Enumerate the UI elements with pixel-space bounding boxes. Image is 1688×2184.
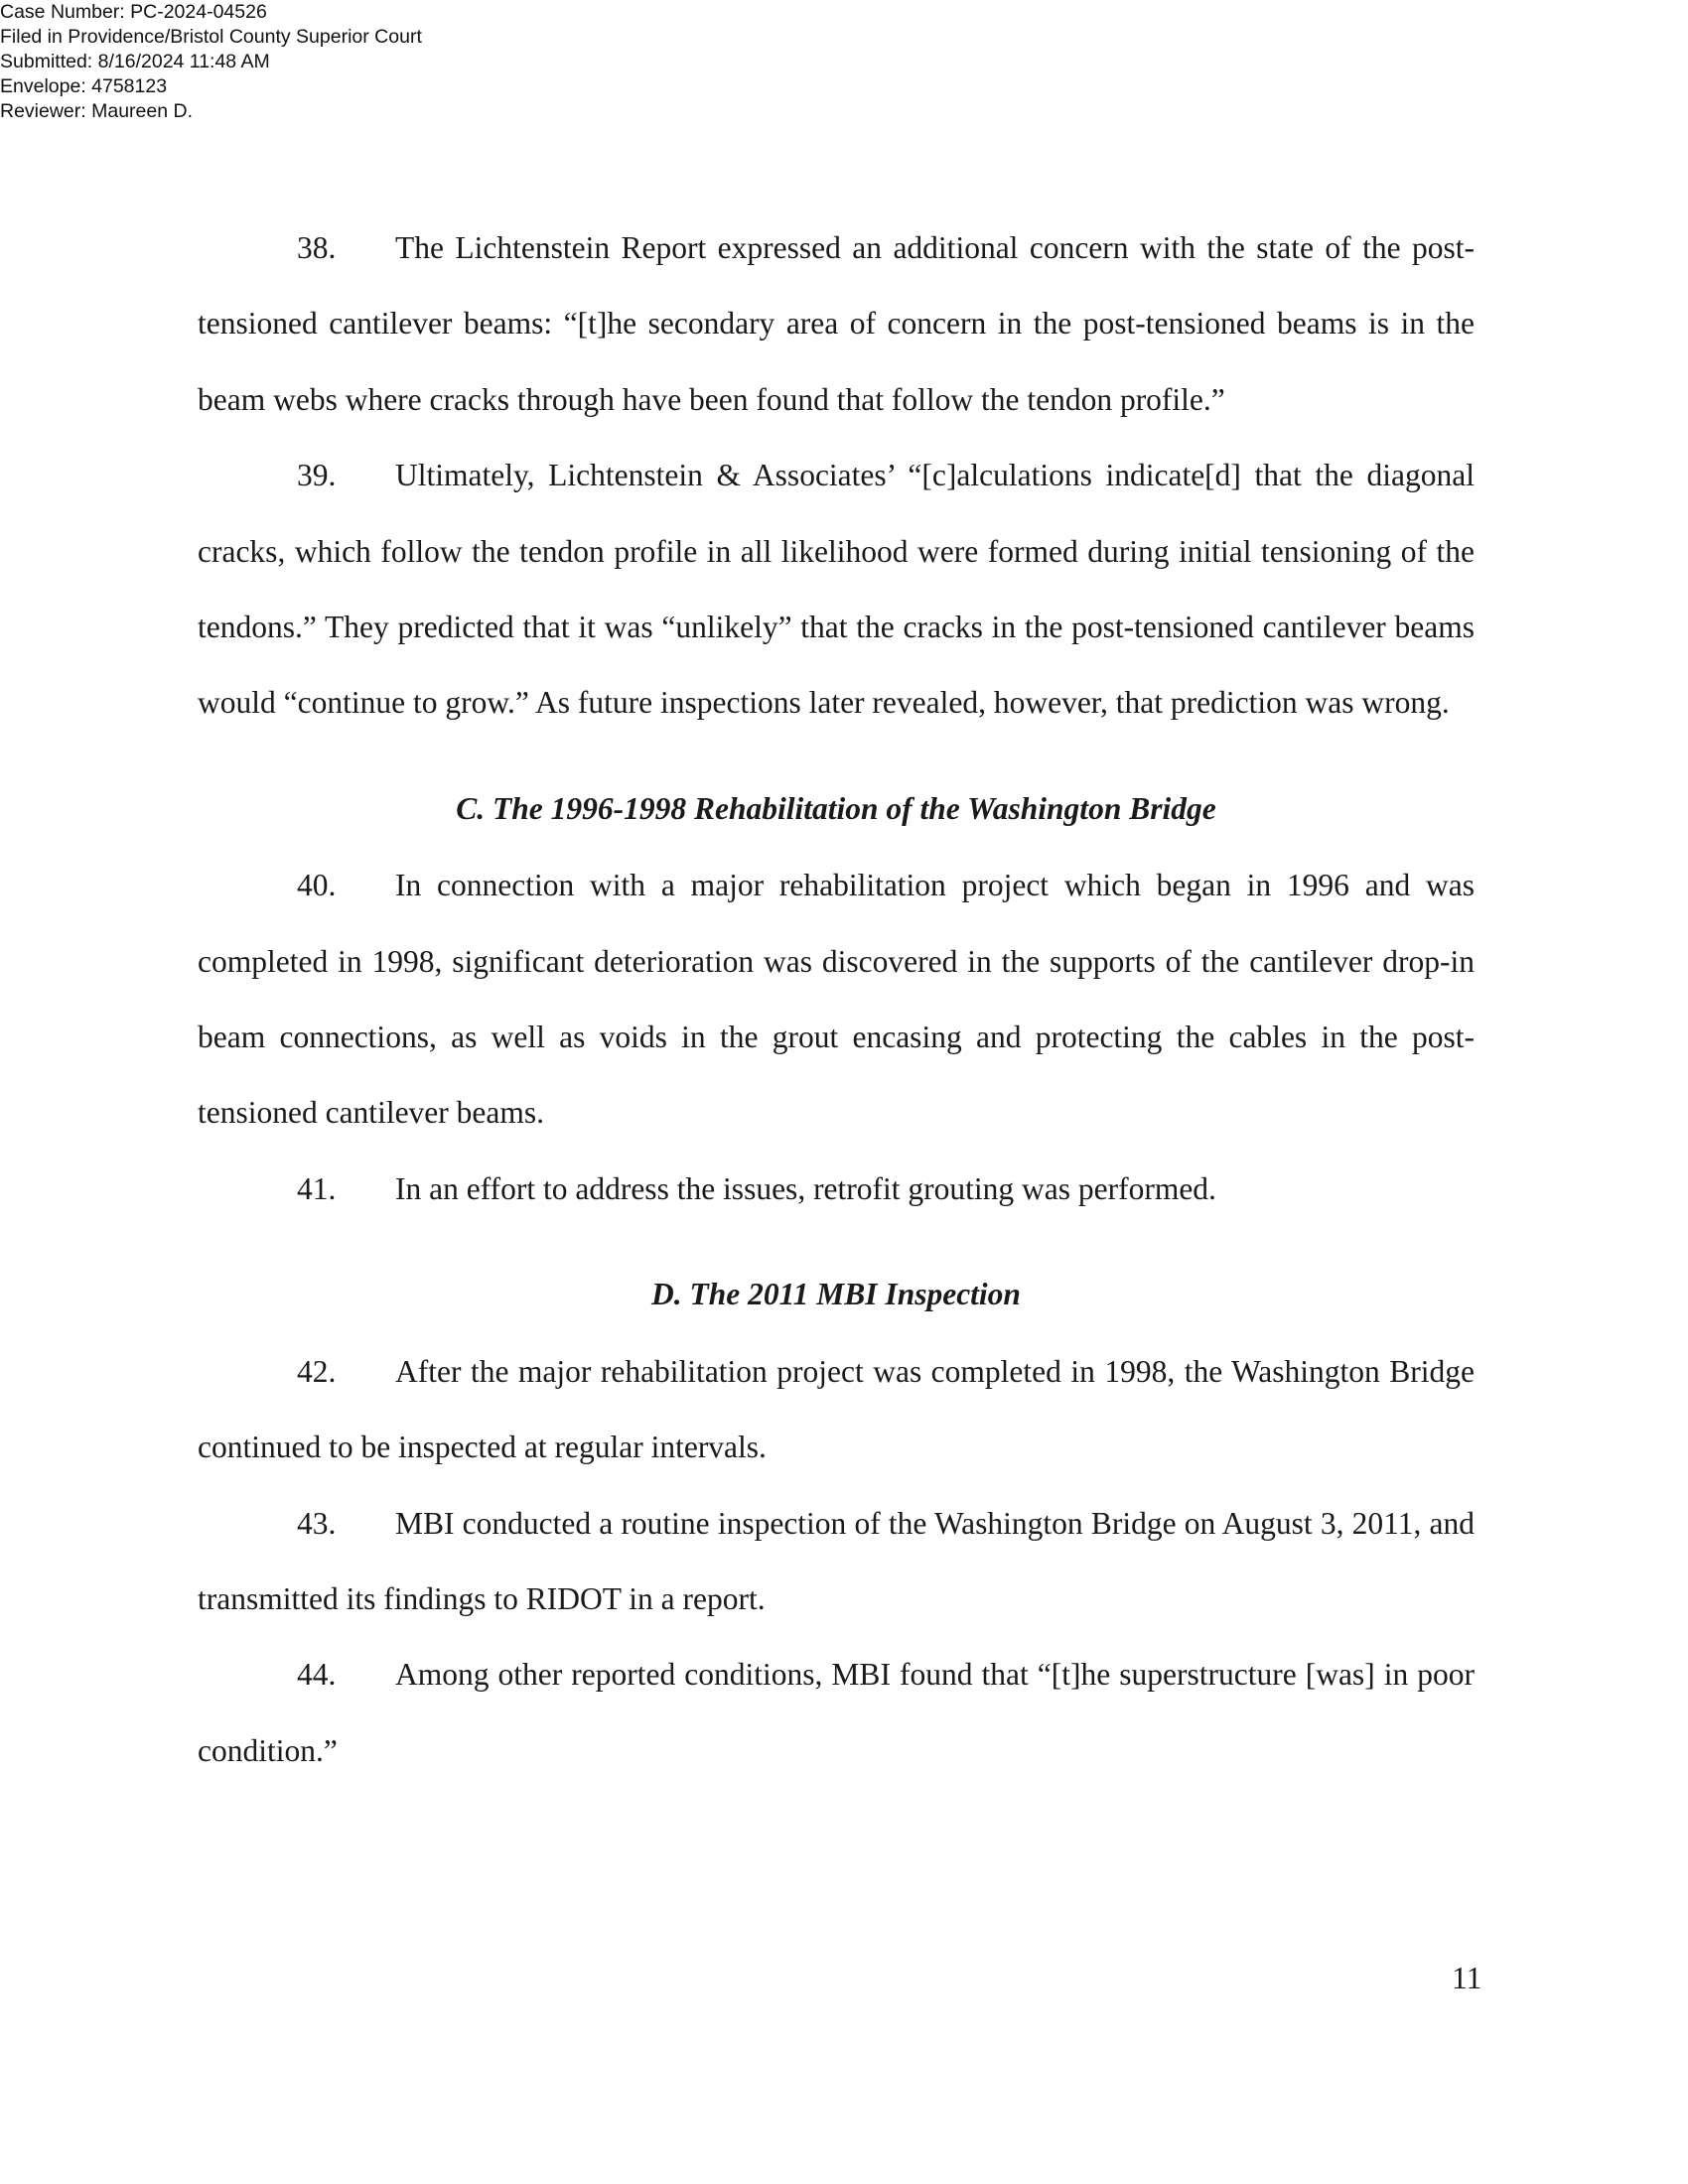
paragraph-text: The Lichtenstein Report expressed an additional concern with the state of the post-tensioned cantilever beams: “[t]he secondary area of concern in the post-tensioned beams is in the beam webs where cracks through have been found that follow the tendon profile.” — [198, 230, 1475, 417]
paragraph-number: 44. — [297, 1657, 337, 1693]
paragraph-number: 39. — [297, 458, 337, 493]
paragraph-number: 40. — [297, 868, 337, 903]
paragraph-number: 42. — [297, 1353, 337, 1389]
case-number: Case Number: PC-2024-04526 — [0, 1, 267, 23]
paragraph-number: 41. — [297, 1170, 337, 1206]
page-number: 11 — [1452, 1961, 1482, 1995]
paragraph-text: Among other reported conditions, MBI found that “[t]he superstructure [was] in poor condition.” — [198, 1657, 1475, 1768]
paragraph-number: 43. — [297, 1505, 337, 1541]
paragraph-41 — [198, 1152, 1475, 1227]
paragraph-38 — [198, 210, 1475, 438]
envelope-number: Envelope: 4758123 — [0, 75, 168, 97]
paragraph-text: MBI conducted a routine inspection of the Washington Bridge on August 3, 2011, and transmitted its findings to RIDOT in a report. — [198, 1505, 1475, 1616]
paragraph-43 — [198, 1486, 1475, 1638]
submitted-timestamp: Submitted: 8/16/2024 11:48 AM — [0, 51, 270, 72]
section-heading-c: C. The 1996-1998 Rehabilitation of the Washington Bridge — [456, 790, 1216, 826]
paragraph-text: In connection with a major rehabilitation project which began in 1996 and was completed in 1998, significant deterioration was discovered in the supports of the cantilever drop-in beam connections, as well as voids in the grout encasing and protecting the cables in the post-tensioned cantilever beams. — [198, 868, 1475, 1131]
section-heading-d: D. The 2011 MBI Inspection — [651, 1277, 1021, 1312]
paragraph-40 — [198, 848, 1475, 1152]
filing-stamp — [0, 0, 422, 124]
paragraph-39 — [198, 438, 1475, 742]
paragraph-text: After the major rehabilitation project was completed in 1998, the Washington Bridge continued to be inspected at regular intervals. — [198, 1353, 1475, 1465]
document-body — [198, 210, 1475, 1789]
paragraph-number: 38. — [297, 230, 337, 265]
paragraph-text: Ultimately, Lichtenstein & Associates’ “[c]alculations indicate[d] that the diagonal cracks, which follow the tendon profile in all likelihood were formed during initial tensioning of the tendons.” They predicted that it was “unlikely” that the cracks in the post-tensioned cantilever beams would “continue to grow.” As future inspections later revealed, however, that prediction was wrong. — [198, 458, 1475, 721]
paragraph-44 — [198, 1637, 1475, 1789]
filing-court: Filed in Providence/Bristol County Superior Court — [0, 26, 422, 48]
reviewer-name: Reviewer: Maureen D. — [0, 100, 193, 122]
paragraph-42 — [198, 1334, 1475, 1486]
paragraph-text: In an effort to address the issues, retrofit grouting was performed. — [395, 1170, 1216, 1206]
